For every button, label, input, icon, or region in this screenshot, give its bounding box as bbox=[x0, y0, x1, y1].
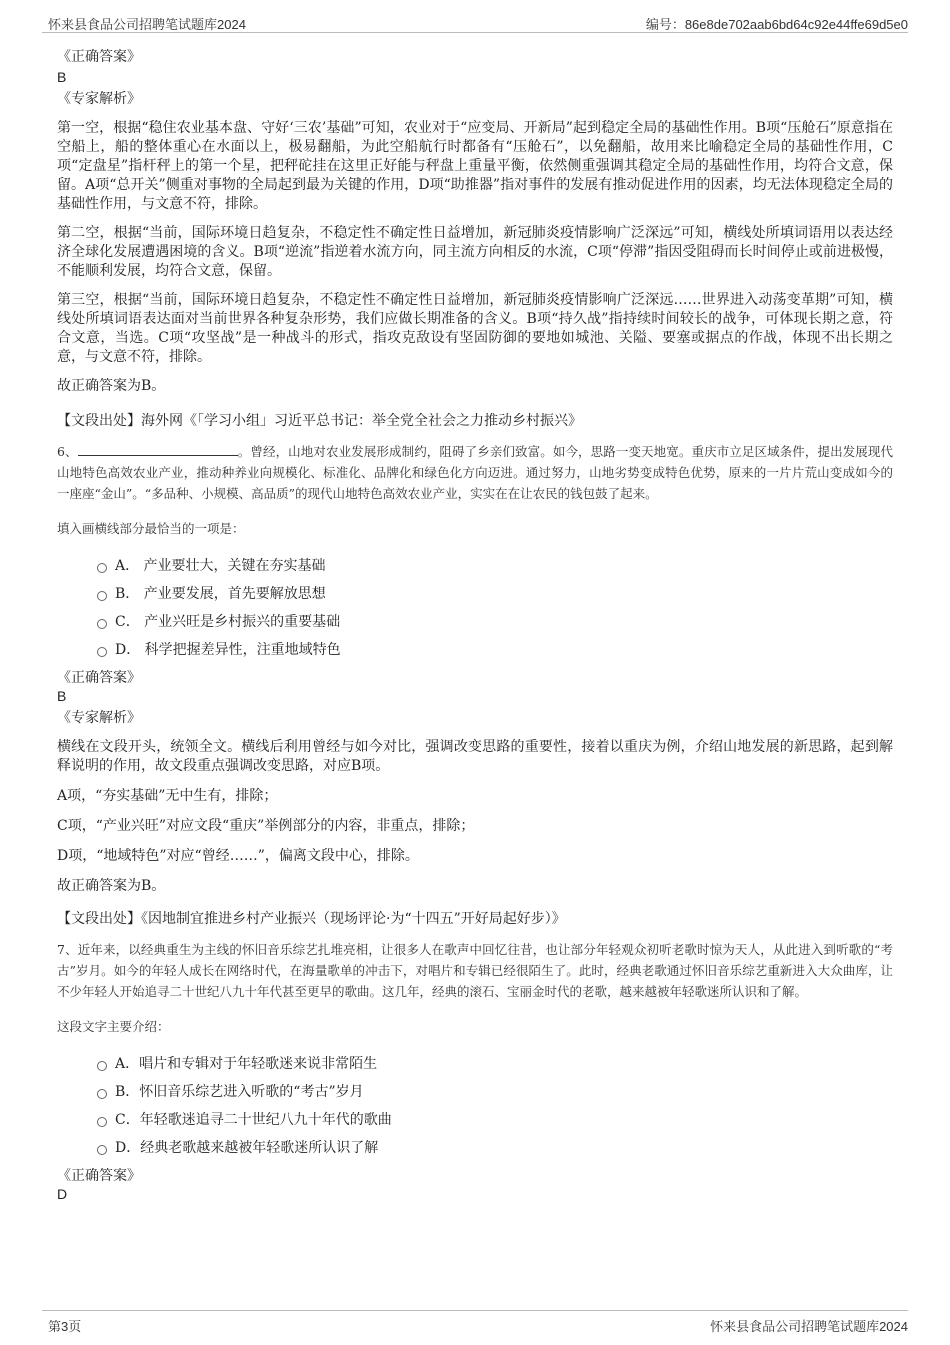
analysis-paragraph: A项，“夯实基础”无中生有，排除； bbox=[57, 788, 278, 804]
question-prompt: 填入画横线部分最恰当的一项是： bbox=[57, 521, 245, 536]
option-label: C． 产业兴旺是乡村振兴的重要基础 bbox=[115, 614, 341, 630]
radio-icon[interactable] bbox=[97, 1145, 107, 1155]
option-b[interactable] bbox=[97, 579, 893, 607]
option-d[interactable] bbox=[97, 635, 893, 663]
radio-icon[interactable] bbox=[97, 563, 107, 573]
option-label: B． 产业要发展，首先要解放思想 bbox=[115, 586, 326, 602]
option-label: A． 产业要壮大，关键在夯实基础 bbox=[115, 558, 326, 574]
page-content bbox=[57, 44, 893, 1203]
question-7: 7、近年来，以经典重生为主线的怀旧音乐综艺扎堆亮相，让很多人在歌声中回忆往昔，也让部分年轻观众初听老歌时惊为天人，从此进入到听歌的“考古”岁月。如今的年轻人成长在网络时代，在海量歌单的冲击下，对唱片和专辑已经很陌生了。此时，经典老歌通过怀旧音乐综艺重新进入大众曲库，让不少年轻人开始追寻二十世纪八九十年代甚至更早的歌曲。这几年，经典的滚石、宝丽金时代的老歌，越来越被年轻歌迷所认识和了解。 bbox=[57, 942, 893, 999]
analysis-paragraph: 第二空，根据“当前，国际环境日趋复杂，不稳定性不确定性日益增加，新冠肺炎疫情影响广泛深远”可知，横线处所填词语用以表达经济全球化发展遭遇困境的含义。B项“逆流”指逆着水流方向，同主流方向相反的水流，C项“停滞”指因受阻碍而长时间停止或前进极慢，不能顺利发展，均符合文意，保留。 bbox=[57, 225, 893, 279]
options-list bbox=[97, 1049, 893, 1161]
option-a[interactable] bbox=[97, 1049, 893, 1077]
option-a[interactable] bbox=[97, 551, 893, 579]
answer-label: 《正确答案》 bbox=[57, 1168, 141, 1184]
radio-icon[interactable] bbox=[97, 1061, 107, 1071]
analysis-paragraph: 第一空，根据“稳住农业基本盘、守好‘三农’基础”可知，农业对于“应变局、开新局”起到稳定全局的基础性作用。B项“压舱石”原意指在空船上，船的整体重心在水面以上，极易翻船，为此空船航行时都备有“压舱石”，以免翻船，故用来比喻稳定全局的基础性作用，C项“定盘星”指杆秤上的第一个星，把秤砣挂在这里正好能与秤盘上重量平衡，依然侧重强调其稳定全局的基础性作用，均符合文意，保留。A项“总开关”侧重对事物的全局起到最为关键的作用，D项“助推器”指对事件的发展有推动促进作用的因素，均无法体现稳定全局的基础性作用，与文意不符，排除。 bbox=[57, 120, 893, 212]
source-citation: 【文段出处】海外网《「学习小组」习近平总书记：举全党全社会之力推动乡村振兴》 bbox=[57, 413, 582, 429]
question-prompt: 这段文字主要介绍： bbox=[57, 1019, 170, 1034]
radio-icon[interactable] bbox=[97, 591, 107, 601]
options-list bbox=[97, 551, 893, 663]
page-header bbox=[42, 10, 908, 33]
option-c[interactable] bbox=[97, 1105, 893, 1133]
conclusion: 故正确答案为B。 bbox=[57, 878, 166, 894]
option-label: C．年轻歌迷追寻二十世纪八九十年代的歌曲 bbox=[115, 1112, 392, 1128]
answer-value: D bbox=[57, 1186, 68, 1202]
fill-blank bbox=[78, 443, 238, 456]
option-label: A．唱片和专辑对于年轻歌迷来说非常陌生 bbox=[115, 1056, 378, 1072]
analysis-paragraph: 第三空，根据“当前，国际环境日趋复杂，不稳定性不确定性日益增加，新冠肺炎疫情影响广泛深远……世界进入动荡变革期”可知，横线处所填词语表达面对当前世界各种复杂形势，我们应做长期准备的含义。B项“持久战”指持续时间较长的战争，可体现长期之意，符合文意，当选。C项“攻坚战”是一种战斗的形式，指攻克敌设有坚固防御的要地如城池、关隘、要塞或据点的作战，体现不出长期之意，与文意不符，排除。 bbox=[57, 292, 893, 365]
source-citation: 【文段出处】《因地制宜推进乡村产业振兴（现场评论·为“十四五”开好局起好步）》 bbox=[57, 911, 566, 927]
radio-icon[interactable] bbox=[97, 1117, 107, 1127]
answer-value: B bbox=[57, 688, 67, 704]
option-d[interactable] bbox=[97, 1133, 893, 1161]
question-text: 。曾经，山地对农业发展形成制约，阻碍了乡亲们致富。如今，思路一变天地宽。重庆市立足区域条件，提出发展现代山地特色高效农业产业，推动种养业向规模化、标准化、品牌化和绿色化方向迈进。通过努力，山地劣势变成特色优势，原来的一片片荒山变成如今的一座座“金山”。“多品种、小规模、高品质”的现代山地特色高效农业产业，实实在在让农民的钱包鼓了起来。 bbox=[57, 444, 894, 501]
radio-icon[interactable] bbox=[97, 619, 107, 629]
answer-label: 《正确答案》 bbox=[57, 670, 141, 686]
analysis-paragraph: D项，“地域特色”对应“曾经……”，偏离文段中心，排除。 bbox=[57, 848, 419, 864]
radio-icon[interactable] bbox=[97, 1089, 107, 1099]
analysis-paragraph: C项，“产业兴旺”对应文段“重庆”举例部分的内容，非重点，排除； bbox=[57, 818, 475, 834]
option-label: D． 科学把握差异性，注重地域特色 bbox=[115, 642, 341, 658]
question-6 bbox=[57, 441, 893, 504]
option-b[interactable] bbox=[97, 1077, 893, 1105]
header-doc-id: 编号：86e8de702aab6bd64c92e44ffe69d5e0 bbox=[645, 17, 908, 32]
answer-value: B bbox=[57, 69, 67, 85]
page-footer bbox=[42, 1310, 908, 1337]
question-number: 6、 bbox=[57, 444, 78, 459]
analysis-label: 《专家解析》 bbox=[57, 710, 141, 726]
radio-icon[interactable] bbox=[97, 647, 107, 657]
option-label: D．经典老歌越来越被年轻歌迷所认识了解 bbox=[115, 1140, 379, 1156]
answer-label: 《正确答案》 bbox=[57, 49, 141, 65]
analysis-paragraph: 横线在文段开头，统领全文。横线后利用曾经与如今对比，强调改变思路的重要性，接着以重庆为例，介绍山地发展的新思路，起到解释说明的作用，故文段重点强调改变思路，对应B项。 bbox=[57, 739, 893, 774]
conclusion: 故正确答案为B。 bbox=[57, 378, 166, 394]
footer-title: 怀来县食品公司招聘笔试题库2024 bbox=[710, 1319, 908, 1334]
option-label: B．怀旧音乐综艺进入听歌的“考古”岁月 bbox=[115, 1084, 364, 1100]
page-number: 第3页 bbox=[48, 1319, 82, 1334]
option-c[interactable] bbox=[97, 607, 893, 635]
header-title: 怀来县食品公司招聘笔试题库2024 bbox=[48, 17, 246, 32]
analysis-label: 《专家解析》 bbox=[57, 91, 141, 107]
